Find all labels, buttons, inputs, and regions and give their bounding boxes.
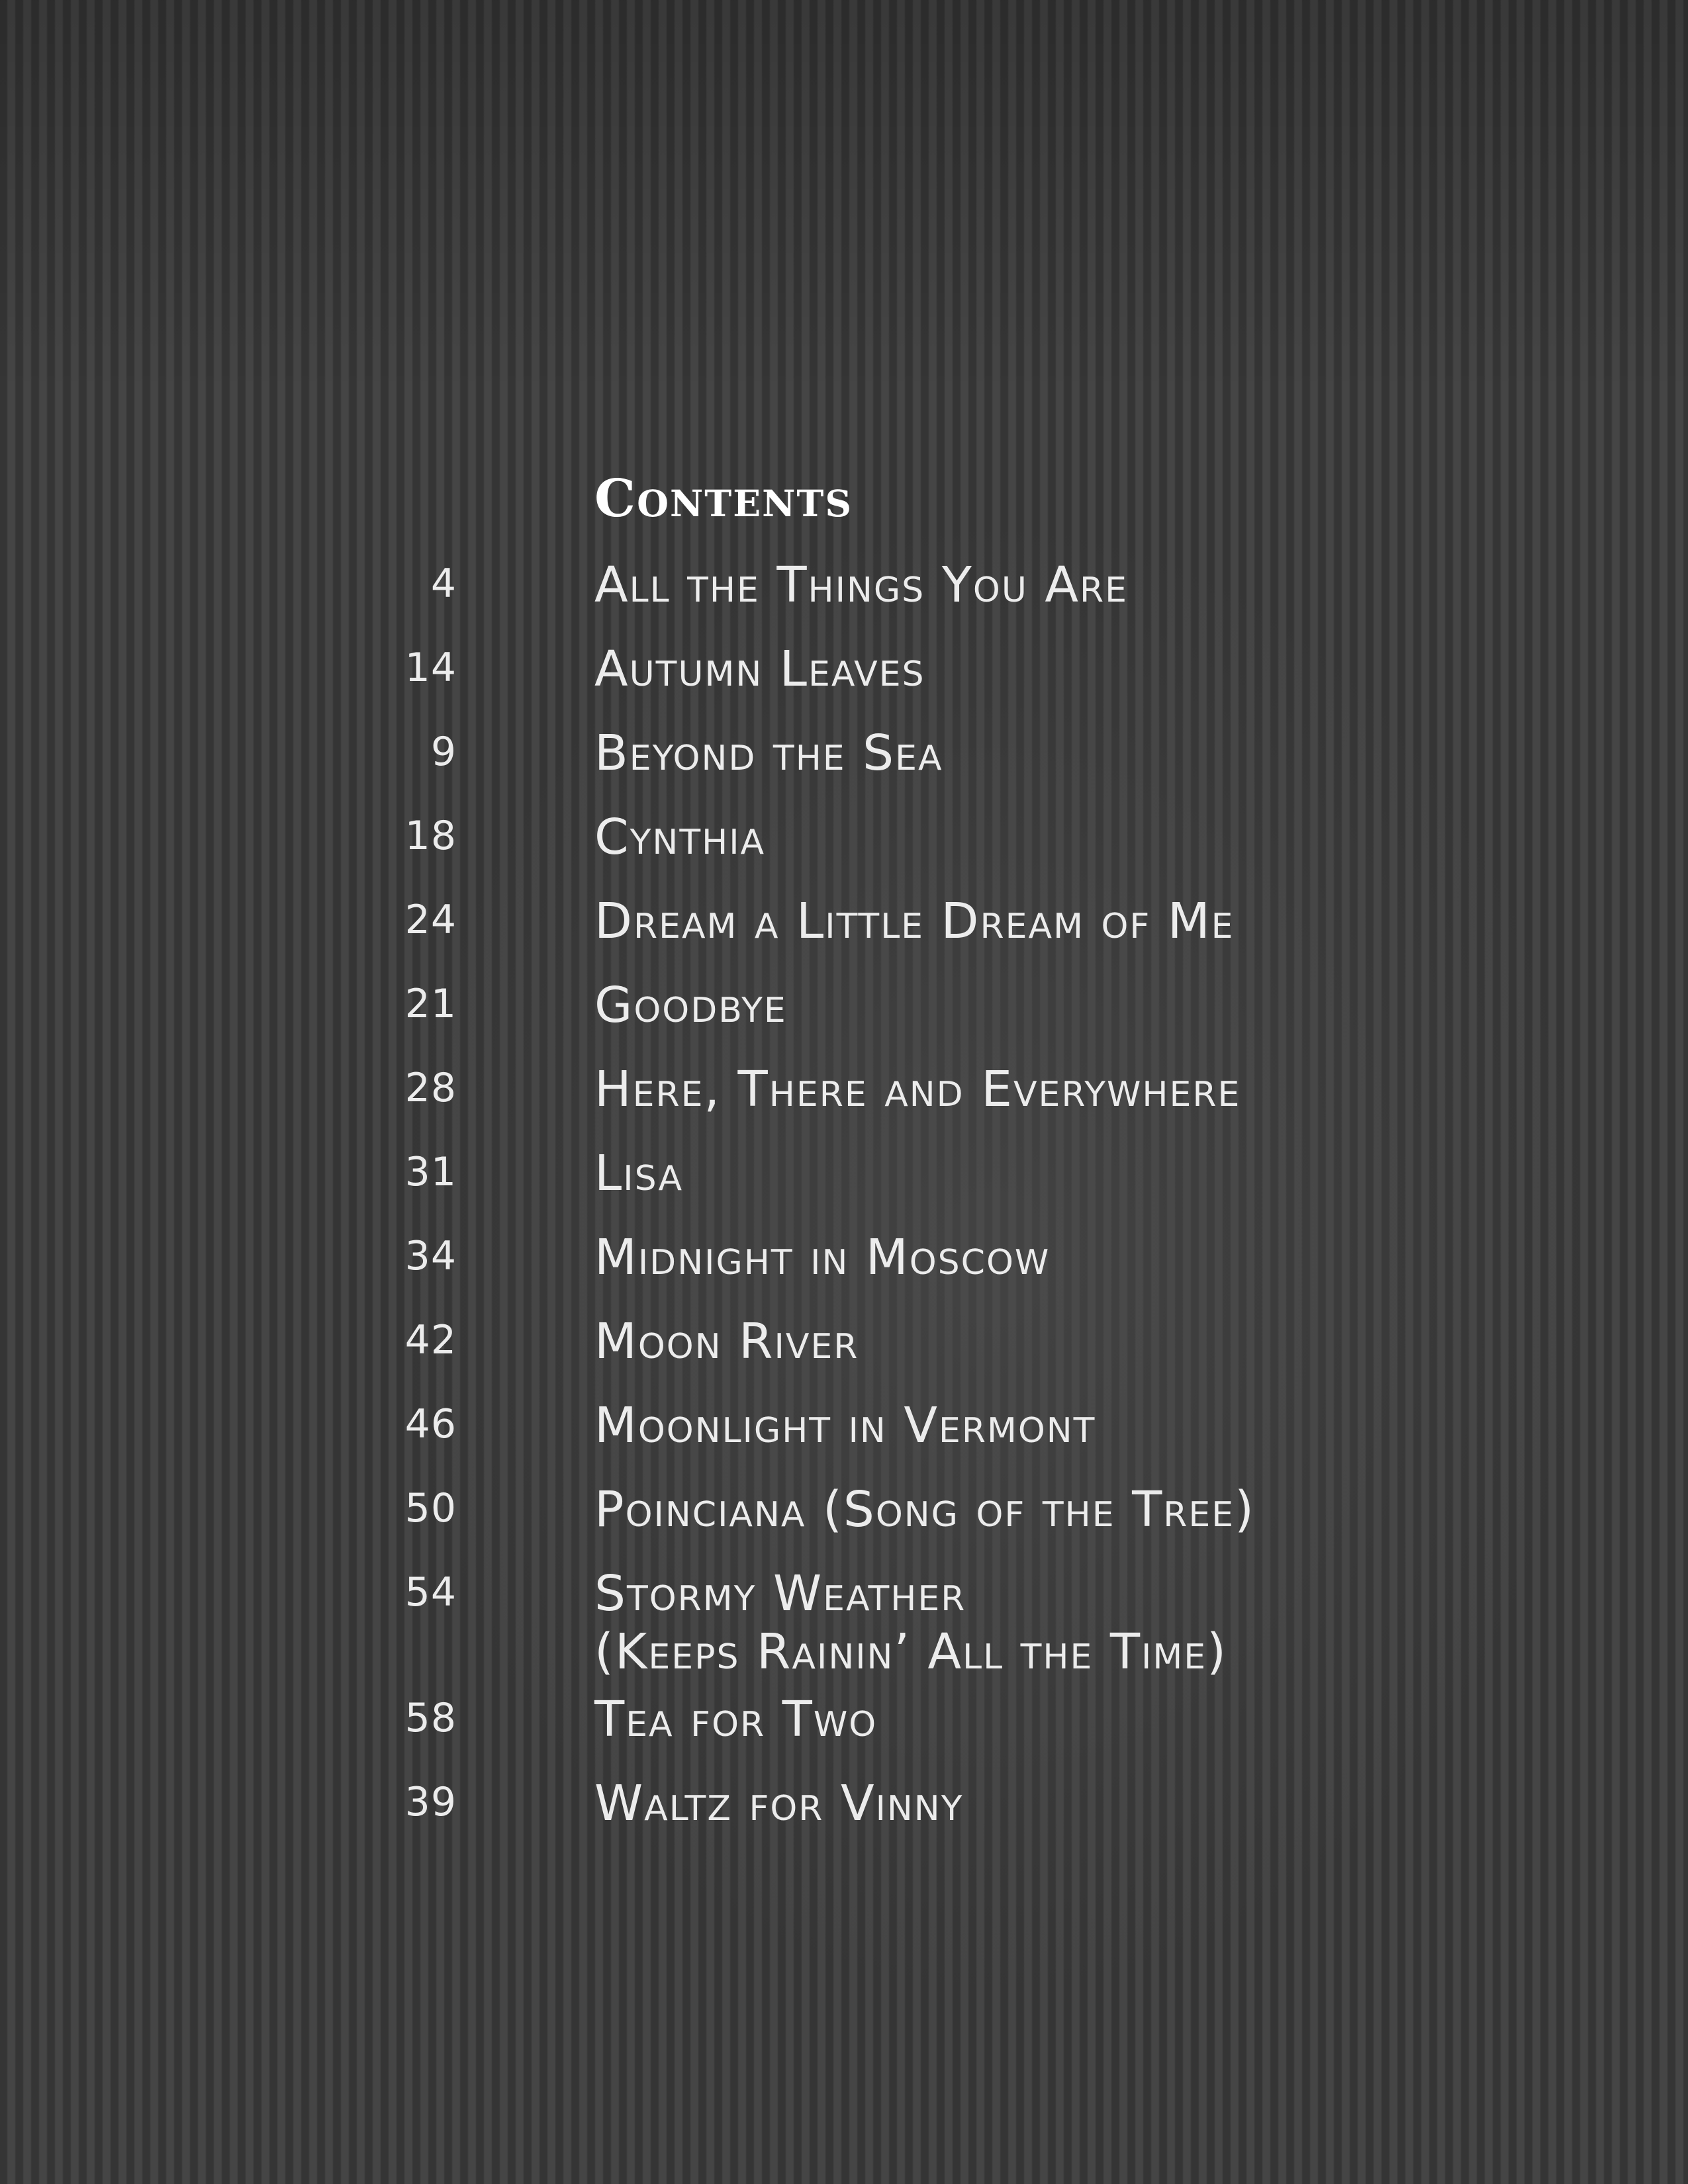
toc-song-title: Waltz for Vinny [594,1775,964,1832]
toc-page-number: 24 [404,897,457,943]
toc-song-title: Poinciana (Song of the Tree) [594,1481,1256,1538]
toc-song-title: Stormy Weather (Keeps Rainin’ All the Time) [594,1565,1227,1680]
toc-song-title: Midnight in Moscow [594,1229,1051,1286]
toc-entry [0,1480,1688,1565]
toc-entry [0,640,1688,724]
toc-page-number: 28 [404,1065,457,1111]
toc-page-number: 18 [404,813,457,859]
toc-song-title: All the Things You Are [594,557,1129,614]
toc-page-number: 39 [404,1779,457,1825]
toc-entry [0,1228,1688,1312]
toc-entry [0,1690,1688,1774]
toc-entry [0,1060,1688,1144]
toc-entry [0,976,1688,1060]
toc-entry [0,808,1688,892]
toc-song-title: Dream a Little Dream of Me [594,893,1235,950]
toc-entry [0,724,1688,808]
toc-entry [0,1312,1688,1396]
contents-heading: Contents [594,469,853,529]
toc-page-number: 31 [404,1149,457,1195]
toc-song-title: Autumn Leaves [594,641,925,698]
toc-entry [0,1396,1688,1480]
toc-entry [0,556,1688,640]
toc-entry [0,892,1688,976]
toc-song-title: Lisa [594,1145,684,1202]
toc-song-title: Here, There and Everywhere [594,1061,1241,1118]
toc-page-number: 14 [404,645,457,691]
toc-entry [0,1565,1688,1690]
toc-song-title: Beyond the Sea [594,725,943,782]
toc-page-number: 50 [404,1485,457,1531]
toc-page-number: 9 [430,729,457,775]
toc-song-title: Cynthia [594,809,766,866]
toc-list [0,556,1688,1858]
toc-entry [0,1774,1688,1858]
toc-song-title: Goodbye [594,977,787,1034]
toc-page-number: 34 [404,1233,457,1279]
toc-song-title: Moon River [594,1313,859,1370]
toc-entry [0,1144,1688,1228]
toc-page-number: 42 [404,1317,457,1363]
toc-page-number: 54 [404,1569,457,1615]
toc-song-title: Tea for Two [594,1691,878,1748]
toc-song-title: Moonlight in Vermont [594,1397,1096,1454]
toc-page-number: 4 [430,561,457,607]
toc-page-number: 46 [404,1401,457,1447]
toc-page-number: 58 [404,1695,457,1741]
toc-page-number: 21 [404,981,457,1027]
